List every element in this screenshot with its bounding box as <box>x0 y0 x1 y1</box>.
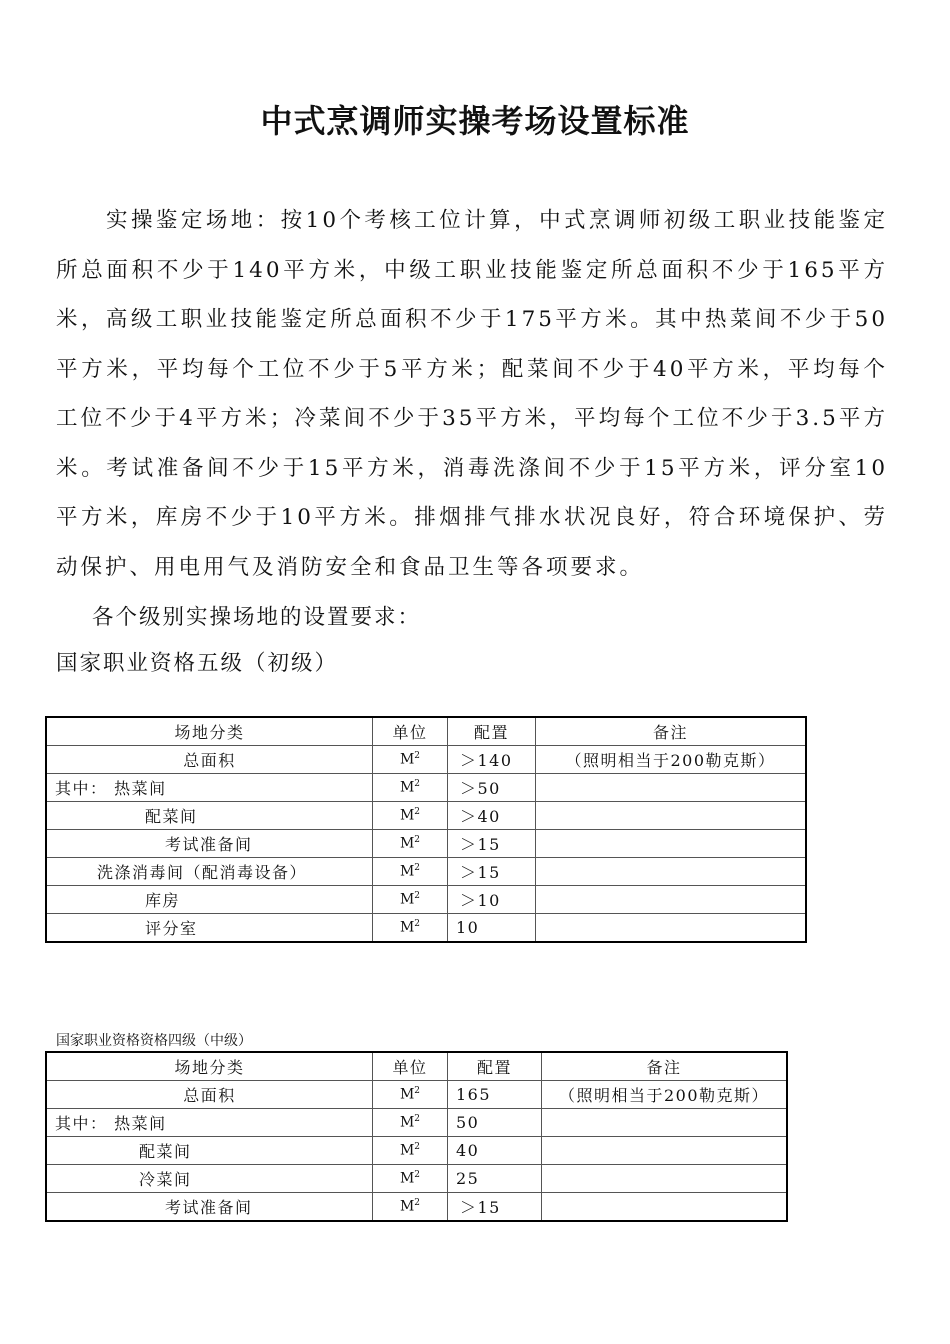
unit-cell: $M^2$ <box>373 1109 448 1137</box>
table-row <box>47 830 805 858</box>
area-cell: 总面积 <box>47 1081 373 1109</box>
area-cell: 考试准备间 <box>47 1193 373 1220</box>
header-unit: 单位 <box>373 1053 448 1081</box>
unit-cell: $M^2$ <box>373 1193 448 1220</box>
unit-cell: $M^2$ <box>373 858 448 886</box>
note-cell: （照明相当于200勒克斯） <box>536 746 805 774</box>
area-cell: 其中： 热菜间 <box>47 1109 373 1137</box>
config-cell: 10 <box>448 914 536 941</box>
area-cell: 库房 <box>47 886 373 914</box>
table-row <box>47 802 805 830</box>
intro-paragraph: 实操鉴定场地：按10个考核工位计算，中式烹调师初级工职业技能鉴定所总面积不少于140平方米，中级工职业技能鉴定所总面积不少于165平方米，高级工职业技能鉴定所总面积不少于175平方米。其中热菜间不少于50平方米，平均每个工位不少于5平方米；配菜间不少于40平方米，平均每个工位不少于4平方米；冷菜间不少于35平方米，平均每个工位不少于3.5平方米。考试准备间不少于15平方米，消毒洗涤间不少于15平方米，评分室10平方米，库房不少于10平方米。排烟排气排水状况良好，符合环境保护、劳动保护、用电用气及消防安全和食品卫生等各项要求。 <box>56 208 888 580</box>
header-unit: 单位 <box>373 718 448 746</box>
note-cell <box>542 1109 786 1137</box>
config-cell: 25 <box>448 1165 542 1193</box>
table-row <box>47 914 805 941</box>
config-cell: ＞15 <box>448 858 536 886</box>
level5-heading: 国家职业资格五级（初级） <box>56 651 339 676</box>
note-cell <box>536 774 805 802</box>
table-header-row <box>47 718 805 746</box>
note-cell <box>536 802 805 830</box>
note-cell <box>542 1193 786 1220</box>
requirements-heading: 各个级别实操场地的设置要求： <box>92 605 422 630</box>
config-cell: ＞15 <box>448 1193 542 1220</box>
table-row <box>47 886 805 914</box>
unit-cell: $M^2$ <box>373 830 448 858</box>
page-title: 中式烹调师实操考场设置标准 <box>260 102 690 140</box>
note-cell <box>536 914 805 941</box>
config-cell: 165 <box>448 1081 542 1109</box>
table-row <box>47 1109 786 1137</box>
area-cell: 配菜间 <box>47 802 373 830</box>
table-row <box>47 746 805 774</box>
table-row <box>47 774 805 802</box>
config-cell: ＞140 <box>448 746 536 774</box>
table-row <box>47 858 805 886</box>
unit-cell: $M^2$ <box>373 746 448 774</box>
area-cell: 冷菜间 <box>47 1165 373 1193</box>
table-header-row <box>47 1053 786 1081</box>
unit-cell: $M^2$ <box>373 886 448 914</box>
area-cell: 总面积 <box>47 746 373 774</box>
config-cell: ＞50 <box>448 774 536 802</box>
config-cell: 40 <box>448 1137 542 1165</box>
header-area: 场地分类 <box>47 1053 373 1081</box>
unit-cell: $M^2$ <box>373 774 448 802</box>
area-cell: 其中： 热菜间 <box>47 774 373 802</box>
note-cell <box>542 1137 786 1165</box>
area-cell: 考试准备间 <box>47 830 373 858</box>
note-cell <box>536 858 805 886</box>
header-note: 备注 <box>536 718 805 746</box>
config-cell: 50 <box>448 1109 542 1137</box>
config-cell: ＞15 <box>448 830 536 858</box>
unit-cell: $M^2$ <box>373 914 448 941</box>
table-row <box>47 1081 786 1109</box>
unit-cell: $M^2$ <box>373 1165 448 1193</box>
note-cell: （照明相当于200勒克斯） <box>542 1081 786 1109</box>
note-cell <box>536 830 805 858</box>
area-cell: 评分室 <box>47 914 373 941</box>
area-cell: 洗涤消毒间（配消毒设备） <box>47 858 373 886</box>
header-config: 配置 <box>448 718 536 746</box>
unit-cell: $M^2$ <box>373 1137 448 1165</box>
note-cell <box>542 1165 786 1193</box>
table-row <box>47 1193 786 1220</box>
config-cell: ＞40 <box>448 802 536 830</box>
table-row <box>47 1137 786 1165</box>
level4-table <box>45 1051 788 1222</box>
header-area: 场地分类 <box>47 718 373 746</box>
level4-heading: 国家职业资格资格四级（中级） <box>56 1033 252 1049</box>
area-cell: 配菜间 <box>47 1137 373 1165</box>
unit-cell: $M^2$ <box>373 1081 448 1109</box>
level5-table <box>45 716 807 943</box>
header-config: 配置 <box>448 1053 542 1081</box>
table-row <box>47 1165 786 1193</box>
config-cell: ＞10 <box>448 886 536 914</box>
header-note: 备注 <box>542 1053 786 1081</box>
note-cell <box>536 886 805 914</box>
unit-cell: $M^2$ <box>373 802 448 830</box>
